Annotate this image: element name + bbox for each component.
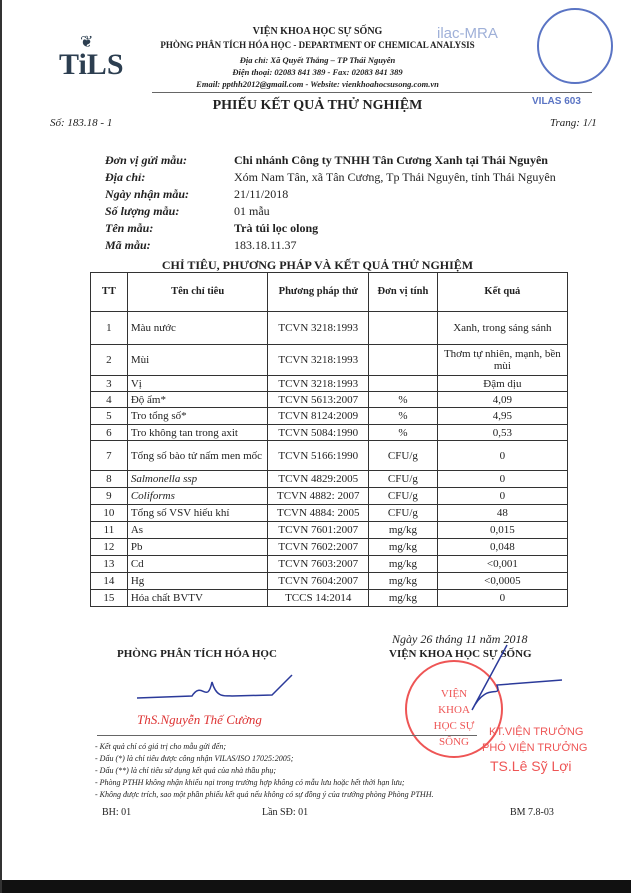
table-row — [91, 505, 568, 522]
institute-name: VIỆN KHOA HỌC SỰ SỐNG — [252, 26, 383, 37]
criterion-name: Salmonella ssp — [127, 471, 268, 488]
email: Email: ppthh2012@gmail.com - Website: vienkhoahocsusong.com.vn — [196, 79, 439, 89]
info-label: Địa chỉ: — [105, 170, 146, 184]
column-header: Kết quả — [437, 273, 567, 312]
result: <0,001 — [437, 556, 567, 573]
table-row — [91, 376, 568, 392]
document-title: PHIẾU KẾT QUẢ THỬ NGHIỆM — [212, 98, 423, 113]
criterion-name: Pb — [127, 539, 268, 556]
row-number: 7 — [91, 441, 128, 471]
info-label: Ngày nhận mẫu: — [105, 187, 190, 201]
info-label: Đơn vị gửi mẫu: — [105, 153, 187, 167]
unit — [369, 345, 438, 376]
test-method: TCVN 5166:1990 — [268, 441, 369, 471]
row-number: 15 — [91, 590, 128, 607]
footer-form-code: BM 7.8-03 — [510, 807, 554, 818]
criterion-name: Tổng số VSV hiếu khí — [127, 505, 268, 522]
vilas-label: VILAS 603 — [532, 96, 581, 107]
table-row — [91, 425, 568, 441]
criterion-name: Tro tổng số* — [127, 408, 268, 425]
row-number: 4 — [91, 392, 128, 408]
row-number: 6 — [91, 425, 128, 441]
test-method: TCCS 14:2014 — [268, 590, 369, 607]
unit: mg/kg — [369, 539, 438, 556]
unit — [369, 312, 438, 345]
tils-logo: ❦ TiLS — [59, 34, 124, 81]
test-method: TCVN 7603:2007 — [268, 556, 369, 573]
unit: % — [369, 408, 438, 425]
row-number: 14 — [91, 573, 128, 590]
result: 0 — [437, 441, 567, 471]
official-stamp: VIỆN KHOA HỌC SỰ SỐNG — [405, 660, 503, 758]
info-value: Trà túi lọc olong — [234, 221, 319, 235]
unit: mg/kg — [369, 522, 438, 539]
test-method: TCVN 8124:2009 — [268, 408, 369, 425]
unit: mg/kg — [369, 573, 438, 590]
row-number: 9 — [91, 488, 128, 505]
result: 48 — [437, 505, 567, 522]
right-role-2: PHÓ VIỆN TRƯỞNG — [482, 742, 588, 754]
unit: % — [369, 425, 438, 441]
row-number: 13 — [91, 556, 128, 573]
result: 0,53 — [437, 425, 567, 441]
test-method: TCVN 3218:1993 — [268, 376, 369, 392]
result: <0,0005 — [437, 573, 567, 590]
test-method: TCVN 4882: 2007 — [268, 488, 369, 505]
info-label: Tên mẫu: — [105, 221, 154, 235]
row-number: 12 — [91, 539, 128, 556]
result: Đậm dịu — [437, 376, 567, 392]
unit: CFU/g — [369, 471, 438, 488]
result: Thơm tự nhiên, mạnh, bền mùi — [437, 345, 567, 376]
department-name: PHÒNG PHÂN TÍCH HÓA HỌC - DEPARTMENT OF CHEMICAL ANALYSIS — [160, 40, 475, 50]
unit: mg/kg — [369, 556, 438, 573]
header-divider — [152, 92, 592, 93]
test-method: TCVN 5613:2007 — [268, 392, 369, 408]
column-header: Phương pháp thử — [268, 273, 369, 312]
test-method: TCVN 7604:2007 — [268, 573, 369, 590]
footnote: - Dấu (*) là chỉ tiêu được công nhận VILAS/ISO 17025:2005; — [95, 754, 294, 763]
row-number: 3 — [91, 376, 128, 392]
unit: mg/kg — [369, 590, 438, 607]
row-number: 5 — [91, 408, 128, 425]
info-value: 183.18.11.37 — [234, 238, 297, 252]
unit — [369, 376, 438, 392]
ilac-mra-logo: ilac-MRA — [437, 25, 498, 42]
table-row — [91, 573, 568, 590]
row-number: 8 — [91, 471, 128, 488]
row-number: 10 — [91, 505, 128, 522]
criterion-name: Vị — [127, 376, 268, 392]
phone: Điện thoại: 02083 841 389 - Fax: 02083 841 389 — [232, 67, 403, 77]
table-row — [91, 312, 568, 345]
result: 0 — [437, 471, 567, 488]
criterion-name: Mùi — [127, 345, 268, 376]
right-signer-name: TS.Lê Sỹ Lợi — [490, 758, 572, 774]
result: 0,048 — [437, 539, 567, 556]
footer-revision: Lần SĐ: 01 — [262, 807, 309, 818]
unit: CFU/g — [369, 488, 438, 505]
issue-date: Ngày 26 tháng 11 năm 2018 — [392, 632, 528, 646]
criterion-name: Coliforms — [127, 488, 268, 505]
criterion-name: Màu nước — [127, 312, 268, 345]
info-value: 01 mẫu — [234, 204, 270, 218]
info-label: Mã mẫu: — [105, 238, 151, 252]
result: 4,95 — [437, 408, 567, 425]
test-method: TCVN 3218:1993 — [268, 312, 369, 345]
page-number: Trang: 1/1 — [550, 117, 597, 129]
test-method: TCVN 4884: 2005 — [268, 505, 369, 522]
info-value: 21/11/2018 — [234, 187, 289, 201]
footnote: - Không được trích, sao một phần phiếu kết quả nếu không có sự đồng ý của trưởng phòng Phòng PTHH. — [95, 790, 434, 799]
table-row — [91, 408, 568, 425]
column-header: Tên chỉ tiêu — [127, 273, 268, 312]
unit: CFU/g — [369, 441, 438, 471]
left-signer-title: PHÒNG PHÂN TÍCH HÓA HỌC — [117, 648, 277, 660]
criterion-name: Cd — [127, 556, 268, 573]
test-method: TCVN 4829:2005 — [268, 471, 369, 488]
table-row — [91, 539, 568, 556]
left-signer-name: ThS.Nguyễn Thế Cường — [137, 712, 262, 727]
address: Địa chỉ: Xã Quyết Thắng – TP Thái Nguyên — [239, 55, 396, 65]
section-title: CHỈ TIÊU, PHƯƠNG PHÁP VÀ KẾT QUẢ THỬ NGHIỆM — [161, 258, 474, 272]
footnote: - Kết quả chỉ có giá trị cho mẫu gửi đến; — [95, 742, 227, 751]
left-signature — [132, 670, 302, 710]
table-row — [91, 392, 568, 408]
test-method: TCVN 5084:1990 — [268, 425, 369, 441]
test-method: TCVN 7602:2007 — [268, 539, 369, 556]
right-role-1: KT.VIỆN TRƯỞNG — [489, 726, 584, 738]
table-row — [91, 441, 568, 471]
report-number: Số: 183.18 - 1 — [50, 117, 113, 129]
result: 0,015 — [437, 522, 567, 539]
leaf-icon: ❦ — [80, 34, 94, 51]
criterion-name: Tro không tan trong axit — [127, 425, 268, 441]
table-row — [91, 556, 568, 573]
right-signer-title: VIỆN KHOA HỌC SỰ SỐNG — [389, 648, 532, 660]
info-value: Chi nhánh Công ty TNHH Tân Cương Xanh tại Thái Nguyên — [234, 153, 548, 167]
criterion-name: Hg — [127, 573, 268, 590]
result: Xanh, trong sáng sánh — [437, 312, 567, 345]
test-method: TCVN 7601:2007 — [268, 522, 369, 539]
test-method: TCVN 3218:1993 — [268, 345, 369, 376]
footnote: - Dấu (**) là chỉ tiêu sử dụng kết quả của nhà thầu phụ; — [95, 766, 276, 775]
info-label: Số lượng mẫu: — [105, 204, 180, 218]
footer-bh: BH: 01 — [102, 807, 132, 818]
criterion-name: Độ ẩm* — [127, 392, 268, 408]
criterion-name: As — [127, 522, 268, 539]
right-signature — [442, 640, 572, 730]
row-number: 11 — [91, 522, 128, 539]
unit: % — [369, 392, 438, 408]
result: 0 — [437, 590, 567, 607]
result: 0 — [437, 488, 567, 505]
notes-divider — [97, 735, 477, 736]
table-row — [91, 590, 568, 607]
table-row — [91, 488, 568, 505]
accreditation-seal — [537, 8, 613, 84]
results-table — [90, 272, 568, 607]
column-header: Đơn vị tính — [369, 273, 438, 312]
footnote: - Phòng PTHH không nhận khiếu nại trong trường hợp không có mẫu lưu hoặc hết thời hạn lưu; — [95, 778, 405, 787]
table-header-row — [91, 273, 568, 312]
row-number: 1 — [91, 312, 128, 345]
scan-edge — [2, 880, 631, 893]
info-value: Xóm Nam Tân, xã Tân Cương, Tp Thái Nguyên, tỉnh Thái Nguyên — [234, 170, 556, 184]
unit: CFU/g — [369, 505, 438, 522]
column-header: TT — [91, 273, 128, 312]
row-number: 2 — [91, 345, 128, 376]
table-row — [91, 345, 568, 376]
table-row — [91, 471, 568, 488]
criterion-name: Tổng số bào tử nấm men mốc — [127, 441, 268, 471]
table-row — [91, 522, 568, 539]
result: 4,09 — [437, 392, 567, 408]
criterion-name: Hóa chất BVTV — [127, 590, 268, 607]
